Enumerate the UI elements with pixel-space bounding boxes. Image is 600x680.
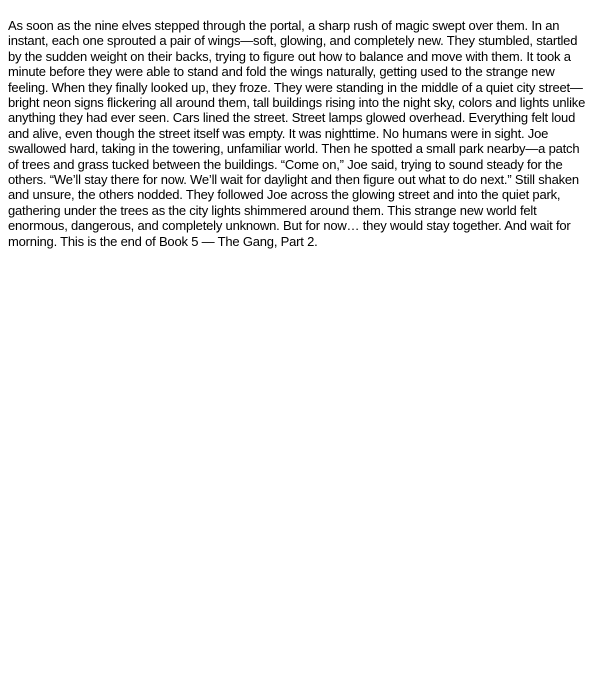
story-paragraph: As soon as the nine elves stepped through the portal, a sharp rush of magic swept over them. In an instant, each one sprouted a pair of wings—soft, glowing, and completely new. They stumbled, startled by the sudden weight on their backs, trying to figure out how to balance and move with them. It took a minute before they were able to stand and fold the wings naturally, getting used to the strange new feeling. When they finally looked up, they froze. They were standing in the middle of a quiet city street—bright neon signs flickering all around them, tall buildings rising into the night sky, colors and lights unlike anything they had ever seen. Cars lined the street. Street lamps glowed overhead. Everything felt loud and alive, even though the street itself was empty. It was nighttime. No humans were in sight. Joe swallowed hard, taking in the towering, unfamiliar world. Then he spotted a small park nearby—a patch of trees and grass tucked between the buildings. “Come on,” Joe said, trying to sound steady for the others. “We’ll stay there for now. We’ll wait for daylight and then figure out what to do next.” Still shaken and unsure, the others nodded. They followed Joe across the glowing street and into the quiet park, gathering under the trees as the city lights shimmered around them. This strange new world felt enormous, dangerous, and completely unknown. But for now… they would stay together. And wait for morning. This is the end of Book 5 — The Gang, Part 2. [8, 18, 586, 249]
